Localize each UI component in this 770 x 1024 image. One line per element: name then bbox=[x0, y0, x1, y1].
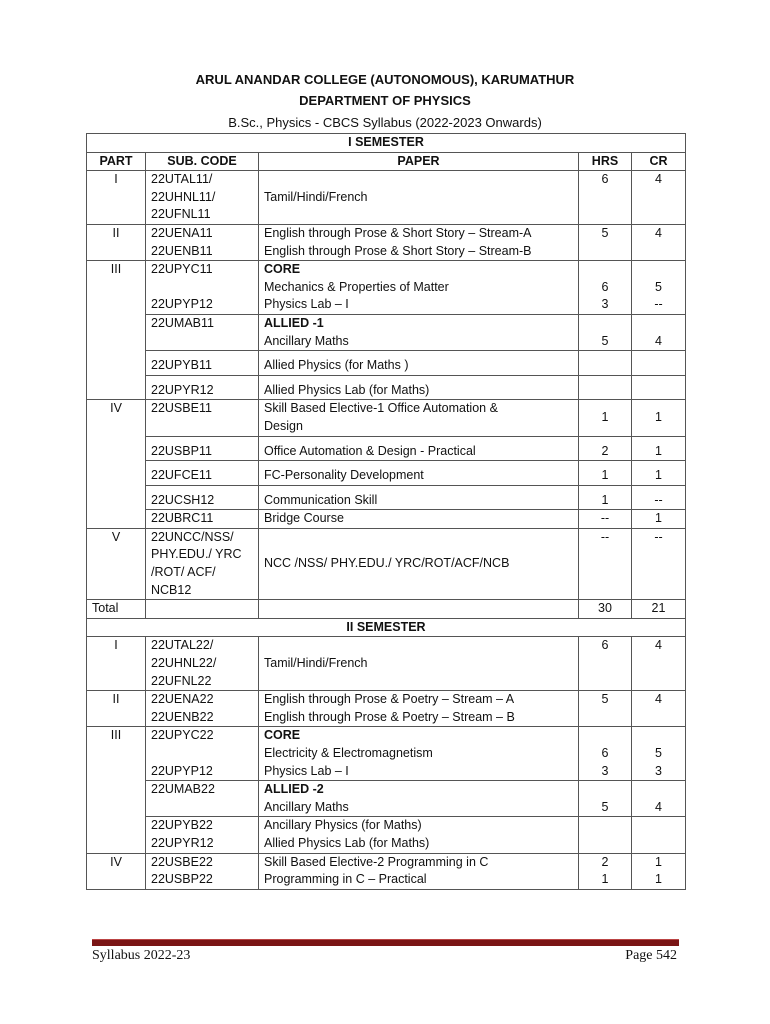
col-hrs: HRS bbox=[579, 152, 632, 171]
code-cell: 22UTAL22/ 22UHNL22/ 22UFNL22 bbox=[146, 637, 259, 691]
table-row bbox=[87, 261, 686, 315]
column-header-row bbox=[87, 152, 686, 171]
table-row bbox=[87, 375, 686, 400]
cr-cell: 4 bbox=[632, 224, 686, 260]
total-row bbox=[87, 600, 686, 619]
code-cell: 22UPYB11 bbox=[146, 351, 259, 376]
paper-cell: Tamil/Hindi/French bbox=[259, 171, 579, 225]
paper-cell: Communication Skill bbox=[259, 485, 579, 510]
paper-cell: Skill Based Elective-1 Office Automation & Design bbox=[259, 400, 579, 436]
syllabus-table bbox=[86, 133, 686, 890]
code-cell: 22UCSH12 bbox=[146, 485, 259, 510]
paper-cell: CORE Electricity & Electromagnetism Physics Lab – I bbox=[259, 727, 579, 781]
paper-cell: NCC /NSS/ PHY.EDU./ YRC/ROT/ACF/NCB bbox=[259, 528, 579, 599]
table-row bbox=[87, 351, 686, 376]
code-cell: 22USBE11 bbox=[146, 400, 259, 436]
code-cell: 22UNCC/NSS/ PHY.EDU./ YRC /ROT/ ACF/ NCB12 bbox=[146, 528, 259, 599]
code-cell: 22UPYB22 22UPYR12 bbox=[146, 817, 259, 853]
cr-cell: 4 bbox=[632, 637, 686, 691]
department-title: DEPARTMENT OF PHYSICS bbox=[299, 93, 471, 108]
table-row bbox=[87, 461, 686, 486]
code-cell: 22UPYC11 22UPYP12 bbox=[146, 261, 259, 315]
hrs-cell: -- bbox=[579, 528, 632, 599]
table-row bbox=[87, 817, 686, 853]
hrs-cell: 6 bbox=[579, 171, 632, 225]
table-row bbox=[87, 436, 686, 461]
paper-cell: English through Prose & Poetry – Stream – A English through Prose & Poetry – Stream – B bbox=[259, 691, 579, 727]
footer-page-number: Page 542 bbox=[625, 948, 677, 963]
hrs-cell: 5 bbox=[579, 224, 632, 260]
hrs-cell: 5 bbox=[579, 691, 632, 727]
part-cell: II bbox=[87, 224, 146, 260]
college-title: ARUL ANANDAR COLLEGE (AUTONOMOUS), KARUMATHUR bbox=[195, 72, 575, 87]
paper-cell: Ancillary Physics (for Maths) Allied Physics Lab (for Maths) bbox=[259, 817, 579, 853]
table-row bbox=[87, 400, 686, 436]
hrs-cell bbox=[579, 817, 632, 853]
cr-cell: 1 bbox=[632, 510, 686, 529]
hrs-cell: 1 bbox=[579, 485, 632, 510]
hrs-cell bbox=[579, 351, 632, 376]
table-row bbox=[87, 691, 686, 727]
table-row bbox=[87, 727, 686, 781]
code-cell: 22UPYC22 22UPYP12 bbox=[146, 727, 259, 781]
footer-syllabus-label: Syllabus 2022-23 bbox=[92, 948, 191, 963]
cr-cell: 1 bbox=[632, 400, 686, 436]
code-cell: 22UENA22 22UENB22 bbox=[146, 691, 259, 727]
part-cell: IV bbox=[87, 400, 146, 529]
cr-cell bbox=[632, 375, 686, 400]
cr-cell bbox=[632, 351, 686, 376]
paper-cell: Allied Physics (for Maths ) bbox=[259, 351, 579, 376]
paper-cell: Office Automation & Design - Practical bbox=[259, 436, 579, 461]
table-row bbox=[87, 485, 686, 510]
table-row bbox=[87, 637, 686, 691]
hrs-cell: 1 bbox=[579, 461, 632, 486]
table-row bbox=[87, 853, 686, 889]
part-cell: I bbox=[87, 171, 146, 225]
cr-cell: 5 -- bbox=[632, 261, 686, 315]
paper-cell: ALLIED -1 Ancillary Maths bbox=[259, 314, 579, 350]
table-row bbox=[87, 528, 686, 599]
code-cell: 22USBP11 bbox=[146, 436, 259, 461]
paper-cell: ALLIED -2 Ancillary Maths bbox=[259, 781, 579, 817]
hrs-cell: 2 bbox=[579, 436, 632, 461]
cr-cell: 4 bbox=[632, 781, 686, 817]
table-row bbox=[87, 510, 686, 529]
cr-cell: 5 3 bbox=[632, 727, 686, 781]
part-cell: II bbox=[87, 691, 146, 727]
code-cell: 22UMAB11 bbox=[146, 314, 259, 350]
paper-cell: CORE Mechanics & Properties of Matter Physics Lab – I bbox=[259, 261, 579, 315]
cr-cell: 4 bbox=[632, 171, 686, 225]
part-cell: V bbox=[87, 528, 146, 599]
code-cell: 22UMAB22 bbox=[146, 781, 259, 817]
paper-cell: English through Prose & Short Story – Stream-A English through Prose & Short Story – Stream-B bbox=[259, 224, 579, 260]
programme-subtitle: B.Sc., Physics - CBCS Syllabus (2022-2023 Onwards) bbox=[228, 115, 542, 130]
hrs-cell: 1 bbox=[579, 400, 632, 436]
hrs-cell: 6 3 bbox=[579, 261, 632, 315]
hrs-cell: 5 bbox=[579, 314, 632, 350]
table-row bbox=[87, 171, 686, 225]
cr-cell: 4 bbox=[632, 314, 686, 350]
cr-cell: 1 bbox=[632, 436, 686, 461]
cr-cell: 1 1 bbox=[632, 853, 686, 889]
code-cell: 22USBE22 22USBP22 bbox=[146, 853, 259, 889]
col-part: PART bbox=[87, 152, 146, 171]
hrs-cell: -- bbox=[579, 510, 632, 529]
col-paper: PAPER bbox=[259, 152, 579, 171]
table-row bbox=[87, 781, 686, 817]
col-sub-code: SUB. CODE bbox=[146, 152, 259, 171]
paper-cell: FC-Personality Development bbox=[259, 461, 579, 486]
hrs-cell: 6 3 bbox=[579, 727, 632, 781]
hrs-cell: 2 1 bbox=[579, 853, 632, 889]
table-row bbox=[87, 224, 686, 260]
paper-cell: Tamil/Hindi/French bbox=[259, 637, 579, 691]
code-cell: 22UENA11 22UENB11 bbox=[146, 224, 259, 260]
code-cell: 22UTAL11/ 22UHNL11/ 22UFNL11 bbox=[146, 171, 259, 225]
paper-cell: Bridge Course bbox=[259, 510, 579, 529]
total-hrs: 30 bbox=[579, 600, 632, 619]
part-cell: IV bbox=[87, 853, 146, 889]
part-cell: III bbox=[87, 261, 146, 400]
part-cell: I bbox=[87, 637, 146, 691]
semester-1-heading: I SEMESTER bbox=[87, 134, 686, 153]
paper-cell: Skill Based Elective-2 Programming in C Programming in C – Practical bbox=[259, 853, 579, 889]
cr-cell: -- bbox=[632, 485, 686, 510]
cr-cell bbox=[632, 817, 686, 853]
total-label: Total bbox=[87, 600, 146, 619]
cr-cell: 1 bbox=[632, 461, 686, 486]
table-row bbox=[87, 314, 686, 350]
code-cell: 22UPYR12 bbox=[146, 375, 259, 400]
cr-cell: 4 bbox=[632, 691, 686, 727]
paper-cell: Allied Physics Lab (for Maths) bbox=[259, 375, 579, 400]
col-cr: CR bbox=[632, 152, 686, 171]
part-cell: III bbox=[87, 727, 146, 853]
code-cell: 22UFCE11 bbox=[146, 461, 259, 486]
hrs-cell: 5 bbox=[579, 781, 632, 817]
footer-rule bbox=[92, 939, 679, 946]
hrs-cell bbox=[579, 375, 632, 400]
hrs-cell: 6 bbox=[579, 637, 632, 691]
cr-cell: -- bbox=[632, 528, 686, 599]
code-cell: 22UBRC11 bbox=[146, 510, 259, 529]
total-cr: 21 bbox=[632, 600, 686, 619]
semester-2-heading: II SEMESTER bbox=[87, 618, 686, 637]
